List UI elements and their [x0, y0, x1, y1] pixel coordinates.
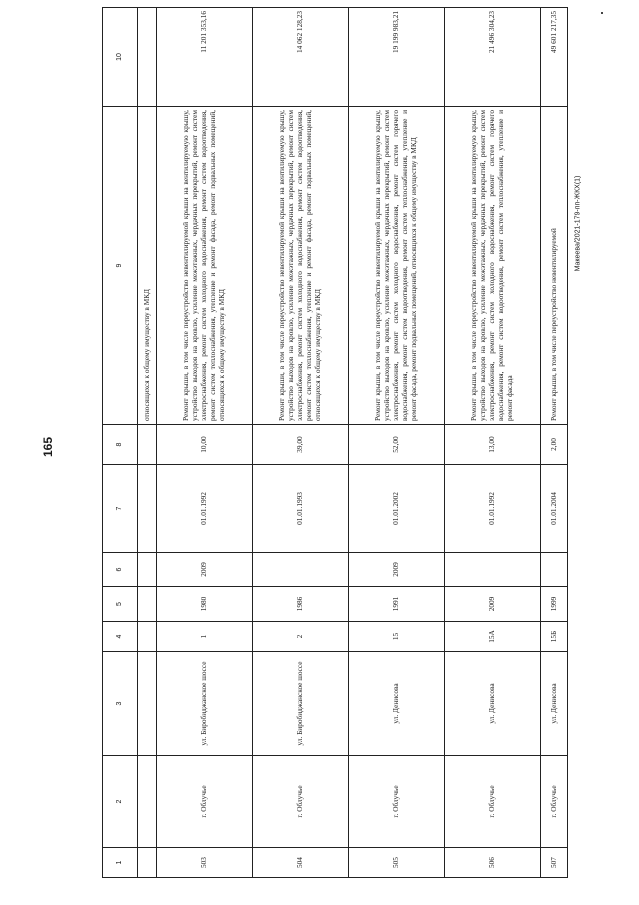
date-cell: 01.01.2002: [349, 465, 445, 553]
header-cell-5: 5: [103, 587, 138, 622]
row-number: 506: [445, 848, 541, 878]
street-cell: ул. Биробиджанское шоссе: [253, 652, 349, 756]
table-row: [157, 8, 253, 878]
locality-cell: г. Облучье: [253, 756, 349, 848]
page-number: 165: [41, 436, 56, 458]
register-table-container: [102, 8, 568, 878]
continuation-row: [138, 8, 157, 878]
street-cell: ул. Денисова: [349, 652, 445, 756]
row-number: 504: [253, 848, 349, 878]
col6-cell: 2009: [349, 553, 445, 587]
locality-cell: г. Облучье: [445, 756, 541, 848]
house-cell: 15Б: [541, 622, 568, 652]
header-cell-8: 8: [103, 425, 138, 465]
col6-cell: 2009: [157, 553, 253, 587]
locality-cell: г. Облучье: [157, 756, 253, 848]
cost-cell: 21 496 304,23: [445, 8, 541, 107]
street-cell: ул. Биробиджанское шоссе: [157, 652, 253, 756]
date-cell: 01.01.1992: [445, 465, 541, 553]
header-cell-2: 2: [103, 756, 138, 848]
table-row: [445, 8, 541, 878]
register-table: [102, 7, 568, 878]
header-cell-7: 7: [103, 465, 138, 553]
col6-cell: [541, 553, 568, 587]
wear-cell: 10,00: [157, 425, 253, 465]
house-cell: 1: [157, 622, 253, 652]
header-cell-3: 3: [103, 652, 138, 756]
house-cell: 2: [253, 622, 349, 652]
scan-mark: [601, 12, 603, 14]
year-built-cell: 1980: [157, 587, 253, 622]
locality-cell: г. Облучье: [349, 756, 445, 848]
header-cell-6: 6: [103, 553, 138, 587]
date-cell: 01.01.2004: [541, 465, 568, 553]
col6-cell: [445, 553, 541, 587]
header-row: [103, 8, 138, 878]
works-cell: Ремонт крыши, в том числе переустройство невентилируемой крыши на вентилируемую крышу, устройство выходов на кровлю, усиление межэтажных, чердачных перекрытий, ремонт систем электроснабжения, ремонт систем холодного водоснабжения, ремонт систем горячего водоснабжения, ремонт систем водоотведения, ремонт систем теплоснабжения, утепление и ремонт фасада, ремонт подвальных помещений, относящихся к общему имуществу в МКД: [349, 107, 445, 425]
header-cell-1: 1: [103, 848, 138, 878]
date-cell: 01.01.1992: [157, 465, 253, 553]
works-cell: Ремонт крыши, в том числе переустройство невентилируемой крыши на вентилируемую крышу, устройство выходов на кровлю, усиление межэтажных, чердачных перекрытий, ремонт систем электроснабжения, ремонт систем холодного водоснабжения, ремонт систем водоотведения, ремонт систем теплоснабжения, утепление и ремонт фасада, ремонт подвальных помещений, относящихся к общему имуществу в МКД: [157, 107, 253, 425]
table-row: [253, 8, 349, 878]
works-cell: Ремонт крыши, в том числе переустройство невентилируемой крыши на вентилируемую крышу, устройство выходов на кровлю, усиление межэтажных, чердачных перекрытий, ремонт систем электроснабжения, ремонт систем холодного водоснабжения, ремонт систем горячего водоснабжения, ремонт систем водоотведения, ремонт систем теплоснабжения, утепление и ремонт фасада: [445, 107, 541, 425]
date-cell: 01.01.1993: [253, 465, 349, 553]
row-number: 507: [541, 848, 568, 878]
table-row: [541, 8, 568, 878]
year-built-cell: 2009: [445, 587, 541, 622]
wear-cell: 13,00: [445, 425, 541, 465]
wear-cell: 39,00: [253, 425, 349, 465]
house-cell: 15А: [445, 622, 541, 652]
cost-cell: 19 199 983,21: [349, 8, 445, 107]
house-cell: 15: [349, 622, 445, 652]
wear-cell: 2,00: [541, 425, 568, 465]
street-cell: ул. Денисова: [541, 652, 568, 756]
row-number: 503: [157, 848, 253, 878]
cost-cell: 11 201 353,16: [157, 8, 253, 107]
header-cell-9: 9: [103, 107, 138, 425]
locality-cell: г. Облучье: [541, 756, 568, 848]
header-cell-10: 10: [103, 8, 138, 107]
table-row: [349, 8, 445, 878]
wear-cell: 52,00: [349, 425, 445, 465]
continuation-text: относящихся к общему имуществу в МКД: [138, 107, 157, 425]
col6-cell: [253, 553, 349, 587]
header-cell-4: 4: [103, 622, 138, 652]
year-built-cell: 1986: [253, 587, 349, 622]
street-cell: ул. Денисова: [445, 652, 541, 756]
cost-cell: 49 601 217,35: [541, 8, 568, 107]
document-reference: Макеева/2021-179-пп-ЖКХ(1): [574, 175, 582, 272]
works-cell: Ремонт крыши, в том числе переустройство невентилируемой: [541, 107, 568, 425]
year-built-cell: 1999: [541, 587, 568, 622]
cost-cell: 14 062 128,23: [253, 8, 349, 107]
year-built-cell: 1991: [349, 587, 445, 622]
works-cell: Ремонт крыши, в том числе переустройство невентилируемой крыши на вентилируемую крышу, устройство выходов на кровлю, усиление межэтажных, чердачных перекрытий, ремонт систем электроснабжения, ремонт систем холодного водоснабжения, ремонт систем водоотведения, ремонт систем теплоснабжения, утепление и ремонт фасада, ремонт подвальных помещений, относящихся к общему имуществу в МКД: [253, 107, 349, 425]
row-number: 505: [349, 848, 445, 878]
